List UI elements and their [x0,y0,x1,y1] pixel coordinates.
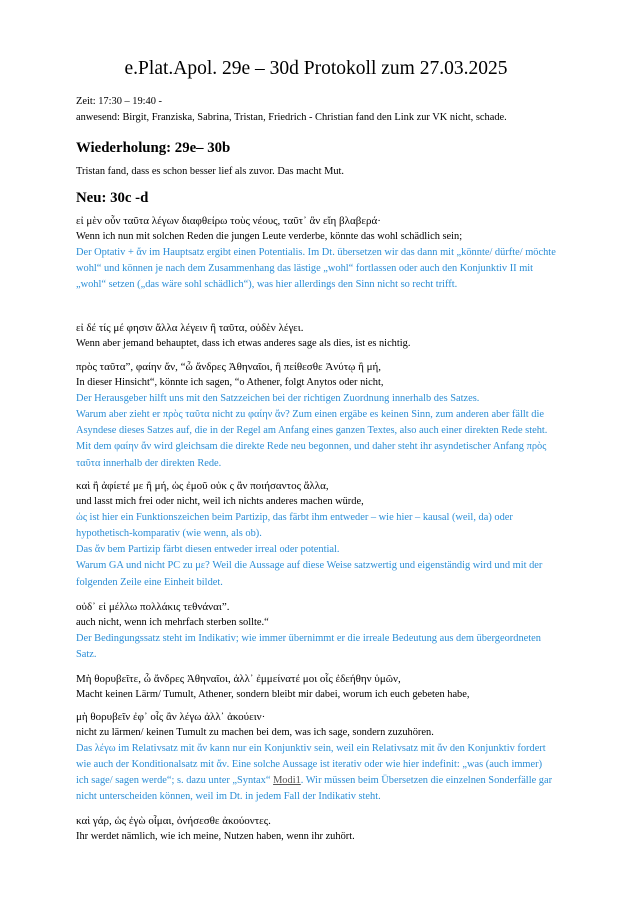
wiederholung-sentence: Tristan fand, dass es schon besser lief als zuvor. Das macht Mut. [76,166,344,177]
block-2 [76,320,556,352]
document-title: e.Plat.Apol. 29e – 30d Protokoll zum 27.03.2025 [124,58,508,79]
heading-wiederholung: Wiederholung: 29e– 30b [76,140,231,156]
greek-line: καὶ γάρ, ὡς ἐγὼ οἶμαι, ὀνήσεσθε ἀκούοντες. [76,815,271,827]
note-text: Der Bedingungssatz steht im Indikativ; wie immer übernimmt er die irreale Bedeutung aus dem übergeordneten Satz. [76,633,541,661]
block-5 [76,599,556,663]
note-text: Warum aber zieht er πρὸς ταῦτα nicht zu φαίην ἄν? Zum einen ergäbe es keinen Sinn, zum anderen aber fällt die Asyndese dieses Satzes auf, die in der Regel am Anfang eines ganzen Textes, also auch einer direkten Rede steht. Mit dem φαίην ἄν wird gleichsam die direkte Rede neu begonnen, und daher steht ihr asyndetischer Anfang πρὸς ταῦτα innerhalb der direkten Rede. [76,409,548,469]
heading-neu: Neu: 30c -d [76,190,149,206]
wiederholung-text [76,164,556,180]
german-line: Macht keinen Lärm/ Tumult, Athener, sondern bleibt mir dabei, worum ich euch gebeten habe, [76,689,470,701]
greek-line: Μὴ θορυβεῖτε, ὦ ἄνδρες Ἀθηναῖοι, ἀλλ᾽ ἐμμείνατέ μοι οἷς ἐδεήθην ὑμῶν, [76,673,401,685]
block-8 [76,813,556,845]
modi1-link[interactable]: Modi1 [273,775,301,787]
note-text: Der Optativ + ἄν im Hauptsatz ergibt einen Potentialis. Im Dt. übersetzen wir das dann mit „könnte/ dürfte/ möchte wohl“ und können je nach dem Zusammenhang das lästige „wohl“ fortlassen oder auch den Konjunktiv II mit „wohl“ setzen („das wäre sohl schädlich“), was hier allerdings den Sinn nicht so recht trifft. [76,247,556,291]
german-line: Ihr werdet nämlich, wie ich meine, Nutzen haben, wenn ihr zuhört. [76,831,355,843]
german-line: und lasst mich frei oder nicht, weil ich nichts anderes machen würde, [76,496,364,508]
greek-line: πρὸς ταῦτα”, φαίην ἄν, “ὦ ἄνδρες Ἀθηναῖοι, ἢ πείθεσθε Ἀνύτῳ ἢ μή, [76,361,382,373]
german-line: Wenn aber jemand behauptet, dass ich etwas anderes sage als dies, ist es nichtig. [76,338,411,350]
block-7 [76,709,556,806]
greek-line: οὐδ᾽ εἰ μέλλω πολλάκις τεθνάναι”. [76,601,230,613]
german-line: nicht zu lärmen/ keinen Tumult zu machen bei dem, was ich sage, sondern zuzuhören. [76,727,434,739]
note-text [76,741,556,805]
block-1 [76,213,556,293]
time-line: Zeit: 17:30 – 19:40 - [76,96,163,107]
greek-line: εἰ μὲν οὖν ταῦτα λέγων διαφθείρω τοὺς νέους, ταῦτ᾽ ἂν εἴη βλαβερά· [76,215,381,227]
german-line: auch nicht, wenn ich mehrfach sterben sollte.“ [76,617,269,629]
note-text: Der Herausgeber hilft uns mit den Satzzeichen bei der richtigen Zuordnung innerhalb des Satzes. [76,393,480,405]
german-line: In dieser Hinsicht“, könnte ich sagen, “o Athener, folgt Anytos oder nicht, [76,377,384,389]
greek-line: μὴ θορυβεῖν ἐφ᾽ οἷς ἂν λέγω ἀλλ᾽ ἀκούειν· [76,711,266,723]
german-line: Wenn ich nun mit solchen Reden die jungen Leute verderbe, könnte das wohl schädlich sein; [76,231,463,243]
block-4 [76,478,556,591]
note-before-link: Das λέγω im Relativsatz mit ἄν kann nur ein Konjunktiv sein, weil ein Relativsatz mit ἄν den Konjunktiv fordert wie auch der Konditionalsatz mit ἄν. Eine solche Aussage ist iterativ oder wie hier indefinit: „was (auch immer) ich sage/ sagen werde“; s. dazu unter „Syntax“ [76,743,546,787]
note-text: Warum GA und nicht PC zu με? Weil die Aussage auf diese Weise satzwertig und eigenständig wird und mit der folgenden Zeile eine Einheit bildet. [76,560,543,588]
note-text: ὡς ist hier ein Funktionszeichen beim Partizip, das färbt ihm entweder – wie hier – kausal (weil, da) oder hypothetisch-komparativ (wie wenn, als ob). [76,512,513,540]
attendance-line: anwesend: Birgit, Franziska, Sabrina, Tristan, Friedrich - Christian fand den Link zur VK nicht, schade. [76,112,507,123]
note-text: Das ἄν bem Partizip färbt diesen entweder irreal oder potential. [76,544,340,556]
block-3 [76,359,556,472]
greek-line: εἰ δέ τίς μέ φησιν ἄλλα λέγειν ἢ ταῦτα, οὐδὲν λέγει. [76,322,304,334]
note-after-link: . Wir müssen beim Übersetzen die einzelnen Sonderfälle gar nicht unterscheiden können, weil im Dt. in jedem Fall der Indikativ steht. [76,775,553,803]
block-6 [76,671,556,703]
greek-line: καὶ ἢ ἀφίετέ με ἢ μή, ὡς ἐμοῦ οὐκ ς ἂν ποιήσαντος ἄλλα, [76,480,329,492]
